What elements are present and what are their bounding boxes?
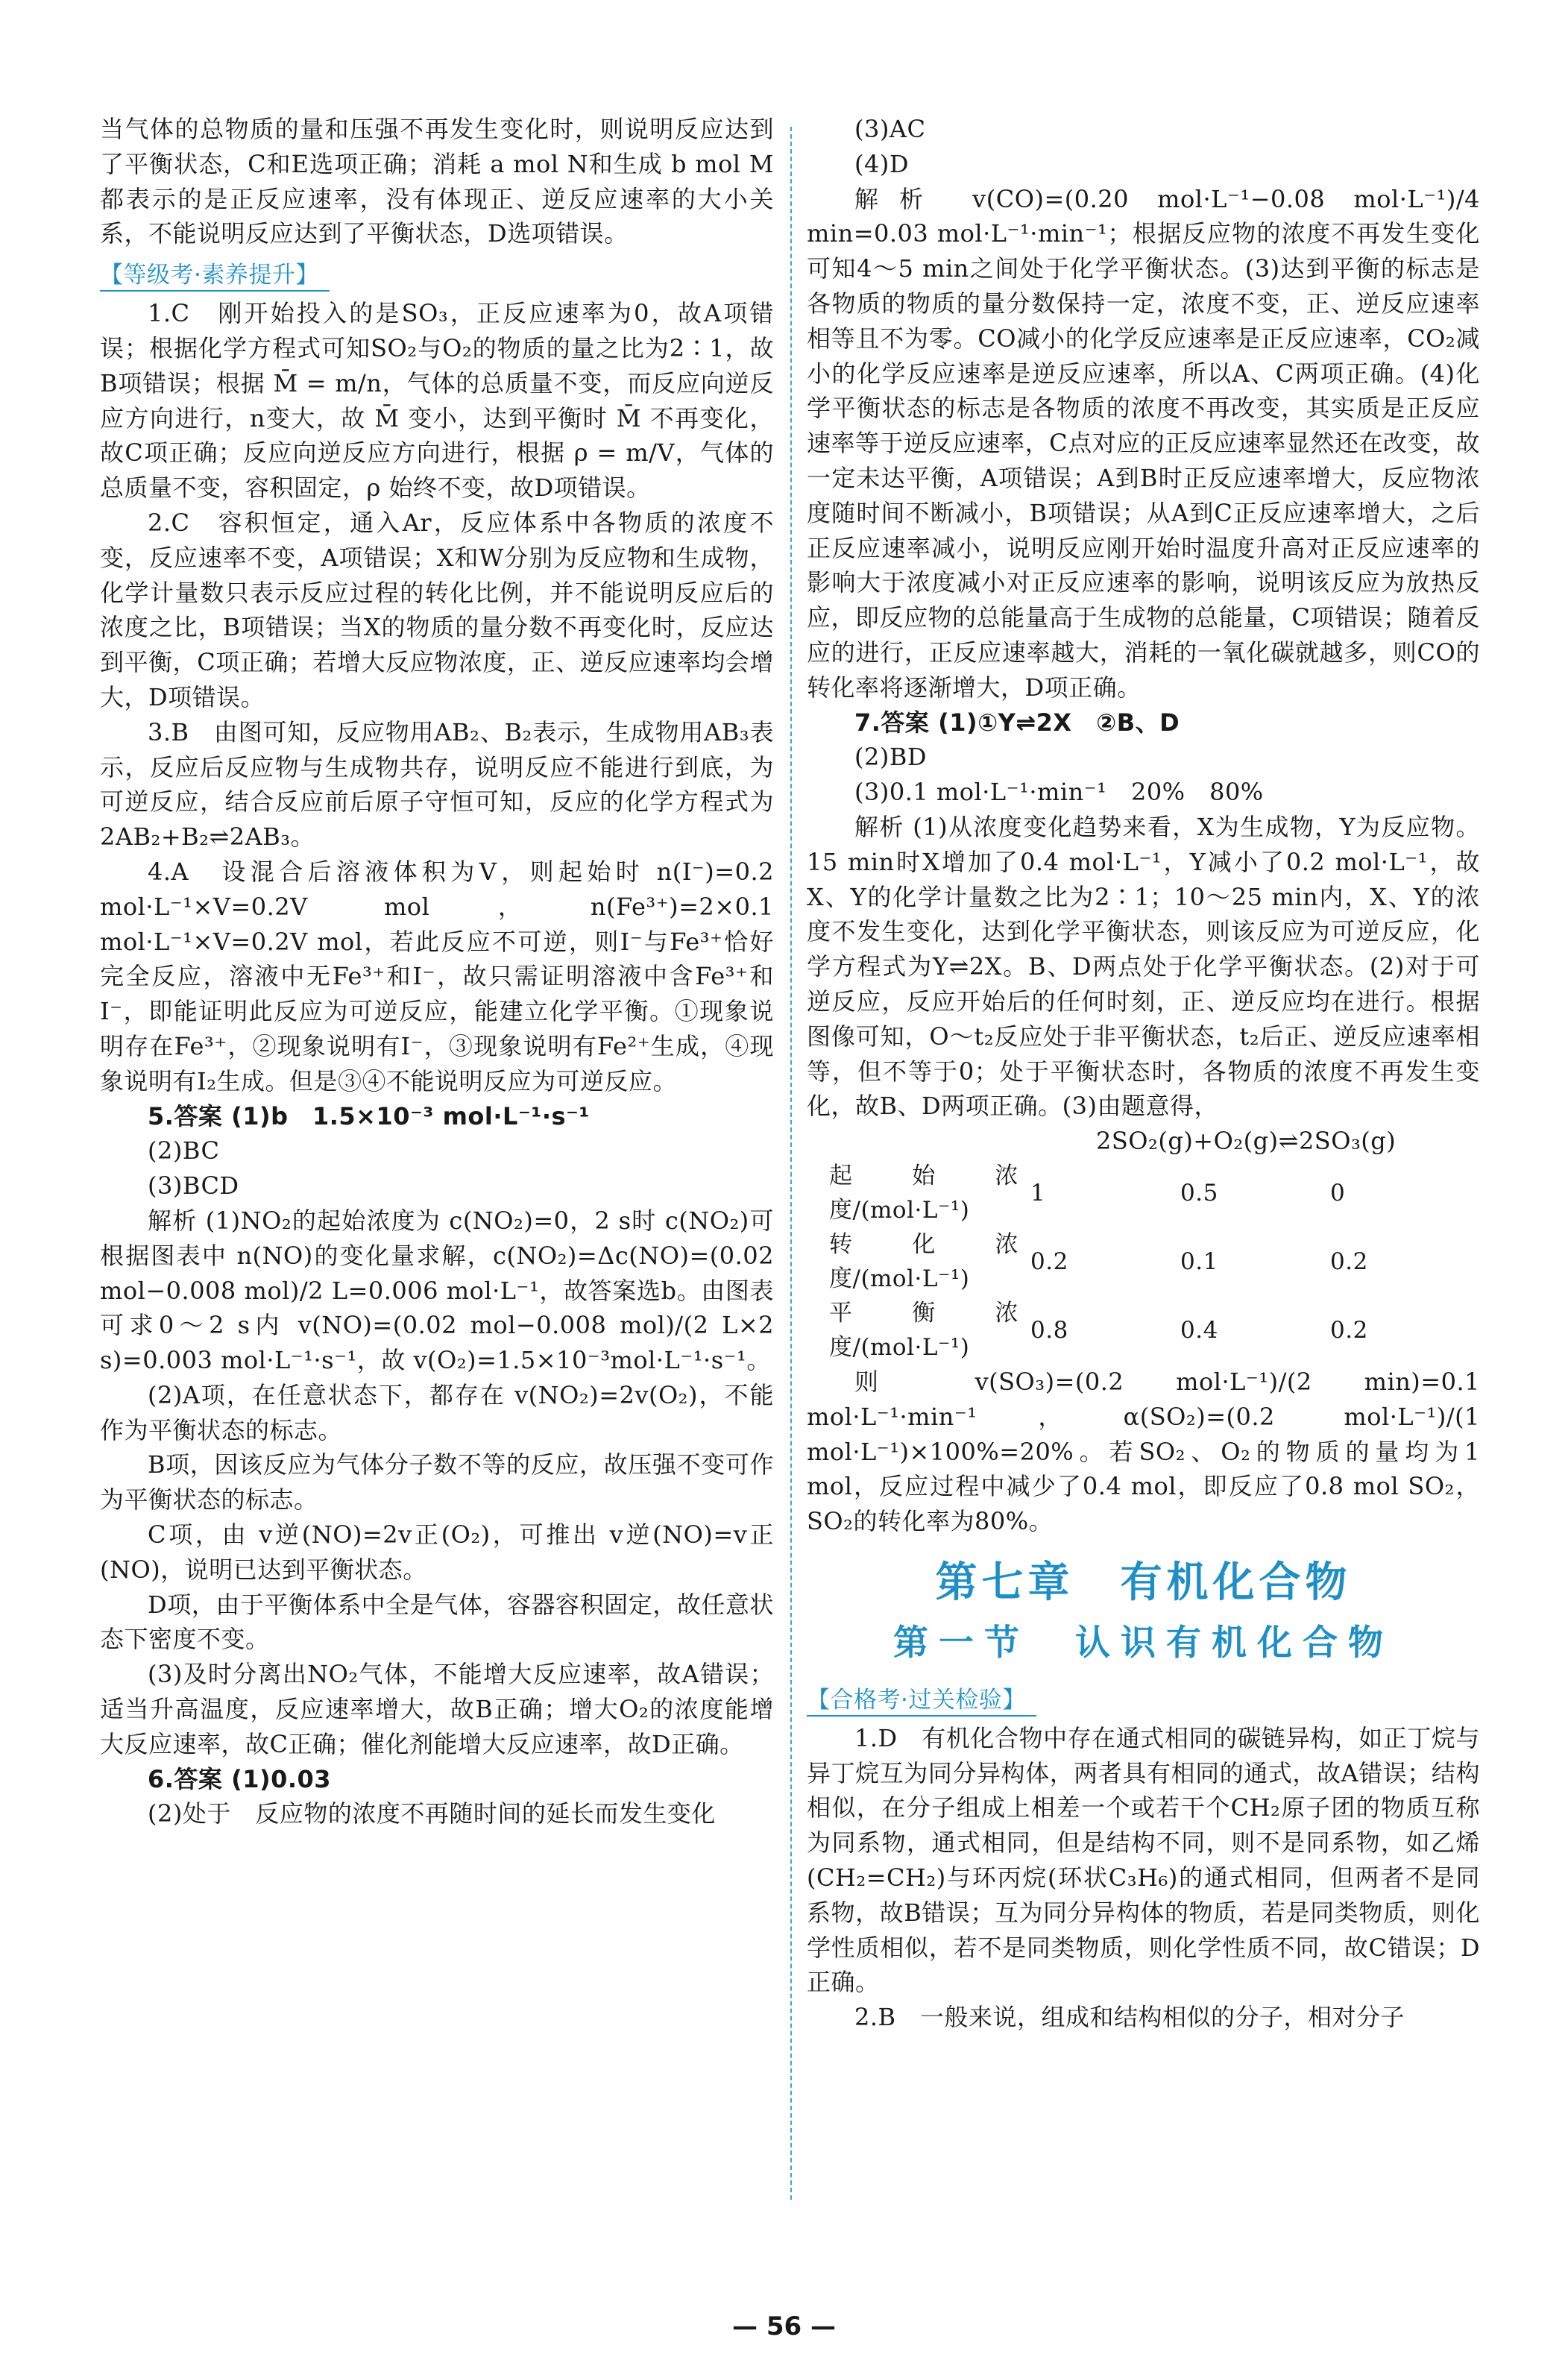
section-tag: 【合格考·过关检验】 xyxy=(807,1685,1036,1717)
answer-5-key-3: (3)BCD xyxy=(148,1171,239,1201)
answer-1: 1.C 刚开始投入的是SO₃，正反应速率为0，故A项错误；根据化学方程式可知SO₂与O₂的物质的量之比为2∶1，故B项错误；根据 M̄ = m/n，气体的总质量不变，而反应向逆反应方向进行，n变大，故 M̄ 变小，达到平衡时 M̄ 不再变化，故C项正确；反应向逆反应方向进行，根据 ρ = m/V，气体的总质量不变，容积固定，ρ 始终不变，故D项错误。 xyxy=(100,299,774,503)
answer-5-key: 5.答案 (1)b 1.5×10⁻³ mol·L⁻¹·s⁻¹ xyxy=(148,1101,590,1130)
answer-2: 2.C 容积恒定，通入Ar，反应体系中各物质的浓度不变，反应速率不变，A项错误；X和W分别为反应物和生成物，化学计量数只表示反应过程的转化比例，并不能说明反应后的浓度之比，B项错误；当X的物质的量分数不再变化时，反应达到平衡，C项正确；若增大反应物浓度，正、逆反应速率均会增大，D项错误。 xyxy=(100,508,774,711)
answer-5-explanation: 解析 (1)NO₂的起始浓度为 c(NO₂)=0，2 s时 c(NO₂)可根据图表中 n(NO)的变化量求解，c(NO₂)=Δc(NO)=(0.02 mol−0.008 mol)/2 L=0.006 mol·L⁻¹，故答案选b。由图表可求0～2 s内 v(NO)=(0.02 mol−0.008 mol)/(2 L×2 s)=0.003 mol·L⁻¹·s⁻¹，故 v(O₂)=1.5×10⁻³mol·L⁻¹·s⁻¹。 xyxy=(100,1206,774,1375)
chapter-title: 第七章 有机化合物 xyxy=(935,1557,1352,1607)
paragraph: 当气体的总物质的量和压强不再发生变化时，则说明反应达到了平衡状态，C和E选项正确；消耗 a mol N和生成 b mol M都表示的是正反应速率，没有体现正、逆反应速率的大小关系，不能说明反应达到了平衡状态，D选项错误。 xyxy=(100,115,774,248)
cell: 0.2 xyxy=(1330,1248,1368,1275)
row-label: 起始浓度/(mol·L⁻¹) xyxy=(829,1162,1018,1224)
equilibrium-equation: 2SO₂(g)+O₂(g)⇌2SO₃(g) xyxy=(1096,1127,1397,1156)
right-column xyxy=(807,112,1480,2035)
cell: 0.2 xyxy=(1030,1248,1068,1275)
cell: 0.5 xyxy=(1180,1179,1218,1206)
table-row xyxy=(829,1159,1480,1227)
answer-4: 4.A 设混合后溶液体积为V，则起始时 n(I⁻)=0.2 mol·L⁻¹×V=0.2V mol，n(Fe³⁺)=2×0.1 mol·L⁻¹×V=0.2V mol，若此反应不可逆，则I⁻与Fe³⁺恰好完全反应，溶液中无Fe³⁺和I⁻，故只需证明溶液中含Fe³⁺和I⁻，即能证明此反应为可逆反应，能建立化学平衡。①现象说明存在Fe³⁺，②现象说明有I⁻，③现象说明有Fe²⁺生成，④现象说明有I₂生成。但是③④不能说明反应为可逆反应。 xyxy=(100,857,774,1095)
row-label: 平衡浓度/(mol·L⁻¹) xyxy=(829,1299,1018,1361)
answer-5-part-b: B项，因该反应为气体分子数不等的反应，故压强不变可作为平衡状态的标志。 xyxy=(100,1450,774,1514)
answer-7-conclusion: 则 v(SO₃)=(0.2 mol·L⁻¹)/(2 min)=0.1 mol·L⁻¹·min⁻¹，α(SO₂)=(0.2 mol·L⁻¹)/(1 mol·L⁻¹)×100%=20%。若SO₂、O₂的物质的量均为1 mol，反应过程中减少了0.4 mol，即反应了0.8 mol SO₂，SO₂的转化率为80%。 xyxy=(807,1367,1480,1536)
answer-5-part-a: (2)A项，在任意状态下，都存在 v(NO₂)=2v(O₂)，不能作为平衡状态的标志。 xyxy=(100,1380,774,1444)
answer-6-key-3: (3)AC xyxy=(854,115,926,143)
answer-3: 3.B 由图可知，反应物用AB₂、B₂表示，生成物用AB₃表示，反应后反应物与生成物共存，说明反应不能进行到底，为可逆反应，结合反应前后原子守恒可知，反应的化学方程式为2AB₂+B₂⇌2AB₃。 xyxy=(100,717,774,852)
left-column xyxy=(100,112,774,1831)
page-number: — 56 — xyxy=(732,2312,836,2341)
answer-7-key-2: (2)BD xyxy=(854,743,927,772)
cell: 1 xyxy=(1030,1179,1046,1206)
cell: 0 xyxy=(1330,1179,1346,1206)
answer-1: 1.D 有机化合物中存在通式相同的碳链异构，如正丁烷与异丁烷互为同分异构体，两者具有相同的通式，故A错误；结构相似，在分子组成上相差一个或若干个CH₂原子团的物质互称为同系物，通式相同，但是结构不同，则不是同系物，如乙烯(CH₂=CH₂)与环丙烷(环状C₃H₆)的通式相同，但两者不是同系物，故B错误；互为同分异构体的物质，若是同类物质，则化学性质相似，若不是同类物质，则化学性质不同，故C错误；D正确。 xyxy=(807,1723,1480,1997)
answer-5-part-c: C项，由 v逆(NO)=2v正(O₂)，可推出 v逆(NO)=v正(NO)，说明已达到平衡状态。 xyxy=(100,1520,774,1584)
answer-5-part-d: D项，由于平衡体系中全是气体，容器容积固定，故任意状态下密度不变。 xyxy=(100,1590,774,1654)
answer-5-key-2: (2)BC xyxy=(148,1136,220,1165)
cell: 0.4 xyxy=(1180,1316,1218,1344)
column-divider xyxy=(790,127,792,2200)
answer-7-key: 7.答案 (1)①Y⇌2X ②B、D xyxy=(854,708,1180,737)
table-row xyxy=(829,1227,1480,1296)
answer-2: 2.B 一般来说，组成和结构相似的分子，相对分子 xyxy=(854,2003,1405,2032)
section-tag: 【等级考·素养提升】 xyxy=(100,260,330,292)
cell: 0.1 xyxy=(1180,1248,1218,1275)
answer-6-key: 6.答案 (1)0.03 xyxy=(148,1764,332,1793)
answer-7-explanation: 解析 (1)从浓度变化趋势来看，X为生成物，Y为反应物。15 min时X增加了0.4 mol·L⁻¹，Y减小了0.2 mol·L⁻¹，故X、Y的化学计量数之比为2∶1；10～25 min内，X、Y的浓度不发生变化，达到化学平衡状态，则该反应为可逆反应，化学方程式为Y⇌2X。B、D两点处于化学平衡状态。(2)对于可逆反应，反应开始后的任何时刻，正、逆反应均在进行。根据图像可知，O～t₂反应处于非平衡状态，t₂后正、逆反应速率相等，但不等于0；处于平衡状态时，各物质的浓度不再发生变化，故B、D两项正确。(3)由题意得， xyxy=(807,812,1480,1121)
section-title: 第一节 认识有机化合物 xyxy=(893,1622,1394,1664)
cell: 0.8 xyxy=(1030,1316,1068,1344)
row-label: 转化浓度/(mol·L⁻¹) xyxy=(829,1230,1018,1292)
answer-6-key-4: (4)D xyxy=(854,149,909,178)
answer-6-explanation: 解析 v(CO)=(0.20 mol·L⁻¹−0.08 mol·L⁻¹)/4 min=0.03 mol·L⁻¹·min⁻¹；根据反应物的浓度不再发生变化可知4～5 min之间处于化学平衡状态。(3)达到平衡的标志是各物质的物质的量分数保持一定，浓度不变，正、逆反应速率相等且不为零。CO减小的化学反应速率是正反应速率，CO₂减小的化学反应速率是逆反应速率，所以A、C两项正确。(4)化学平衡状态的标志是各物质的浓度不再改变，其实质是正反应速率等于逆反应速率，C点对应的正反应速率显然还在改变，故一定未达平衡，A项错误；A到B时正反应速率增大，反应物浓度随时间不断减小，B项错误；从A到C正反应速率增大，之后正反应速率减小，说明反应刚开始时温度升高对正反应速率的影响大于浓度减小对正反应速率的影响，说明该反应为放热反应，即反应物的总能量高于生成物的总能量，C项错误；随着反应的进行，正反应速率越大，消耗的一氧化碳就越多，则CO的转化率将逐渐增大，D项正确。 xyxy=(807,184,1480,702)
answer-5-part-3: (3)及时分离出NO₂气体，不能增大反应速率，故A错误；适当升高温度，反应速率增大，故B正确；增大O₂的浓度能增大反应速率，故C正确；催化剂能增大反应速率，故D正确。 xyxy=(100,1660,774,1758)
table-row xyxy=(829,1296,1480,1365)
cell: 0.2 xyxy=(1330,1316,1368,1344)
answer-6-key-2: (2)处于 反应物的浓度不再随时间的延长而发生变化 xyxy=(148,1799,716,1828)
ice-table xyxy=(829,1159,1480,1365)
answer-7-key-3: (3)0.1 mol·L⁻¹·min⁻¹ 20% 80% xyxy=(854,778,1264,807)
